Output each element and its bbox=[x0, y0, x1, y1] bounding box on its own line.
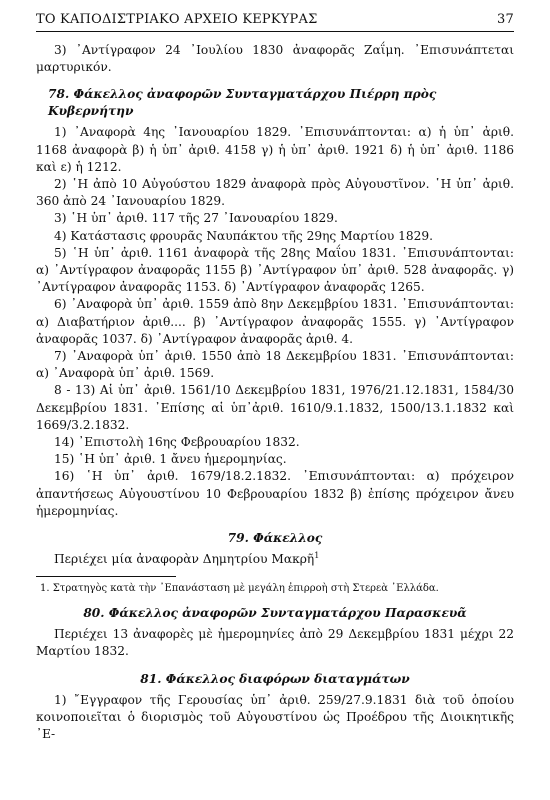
section-78-items bbox=[36, 124, 514, 520]
list-item: 15) ῾Η ὑπ᾽ ἀριθ. 1 ἄνευ ἡμερομηνίας. bbox=[54, 452, 287, 467]
page-number: 37 bbox=[497, 12, 514, 27]
footnote-ref: 1 bbox=[314, 551, 320, 561]
section-79-title: 79. Φάκελλος bbox=[227, 531, 323, 546]
list-item: 4) Κατάστασις φρουρᾶς Ναυπάκτου τῆς 29ης Μαρτίου 1829. bbox=[54, 228, 434, 243]
section-81-title: 81. Φάκελλος διαφόρων διαταγμάτων bbox=[140, 671, 410, 686]
section-79-text bbox=[36, 551, 514, 568]
section-80-title: 80. Φάκελλος ἀναφορῶν Συνταγματάρχου Παρασκευᾶ bbox=[83, 606, 467, 621]
section-80-text: Περιέχει 13 ἀναφορὲς μὲ ἡμερομηνίες ἀπὸ 29 Δεκεμβρίου 1831 μέχρι 22 Μαρτίου 1832. bbox=[36, 627, 514, 659]
footnote: 1. Στρατηγὸς κατὰ τὴν ᾽Επανάσταση μὲ μεγάλη ἐπιρροὴ στὴ Στερεὰ ᾽Ελλάδα. bbox=[40, 583, 439, 595]
list-item: 6) ᾽Αναφορὰ ὑπ᾽ ἀριθ. 1559 ἀπὸ 8ην Δεκεμβρίου 1831. ᾽Επισυνάπτονται: α) Διαβατήριον ἀριθ.... β) ᾽Αντίγραφον ἀναφορᾶς 1555. γ) ᾽Αντίγραφον ἀναφορᾶς 1037. δ) ᾽Αντίγραφον ἀναφορᾶς ἀριθ. 4. bbox=[36, 297, 514, 346]
section-81-text: 1) ῎Εγγραφον τῆς Γερουσίας ὑπ᾽ ἀριθ. 259/27.9.1831 διὰ τοῦ ὁποίου κοινοποιεῖται ὁ διορισμὸς τοῦ Αὐγουστίνου ὡς Προέδρου τῆς Διοικητικῆς ᾽Ε- bbox=[36, 692, 514, 742]
section-79-body: Περιέχει μία ἀναφορὰν Δημητρίου Μακρῆ bbox=[54, 552, 315, 567]
section-78-title: 78. Φάκελλος ἀναφορῶν Συνταγματάρχου Πιέρρη πρὸς Κυβερνήτην bbox=[48, 87, 437, 119]
list-item: 3) ῾Η ὑπ᾽ ἀριθ. 117 τῆς 27 ᾽Ιανουαρίου 1829. bbox=[54, 211, 338, 226]
document-page bbox=[36, 12, 514, 743]
list-item: 7) ᾽Αναφορὰ ὑπ᾽ ἀριθ. 1550 ἀπὸ 18 Δεκεμβρίου 1831. ᾽Επισυνάπτονται: α) ᾽Αναφορὰ ὑπ᾽ ἀριθ. 1569. bbox=[36, 349, 514, 381]
intro-item: 3) ᾽Αντίγραφον 24 ᾽Ιουλίου 1830 ἀναφορᾶς Ζαΐμη. ᾽Επισυνάπτεται μαρτυρικόν. bbox=[36, 43, 514, 75]
list-item: 1) ᾽Αναφορὰ 4ης ᾽Ιανουαρίου 1829. ᾽Επισυνάπτονται: α) ἡ ὑπ᾽ ἀριθ. 1168 ἀναφορὰ β) ἡ ὑπ᾽ ἀριθ. 4158 γ) ἡ ὑπ᾽ ἀριθ. 1921 δ) ἡ ὑπ᾽ ἀριθ. 1186 καὶ ε) ἡ 1212. bbox=[36, 125, 514, 174]
running-header bbox=[36, 12, 514, 27]
footnote-rule bbox=[36, 576, 176, 577]
list-item: 8 - 13) Αἱ ὑπ᾽ ἀριθ. 1561/10 Δεκεμβρίου 1831, 1976/21.12.1831, 1584/30 Δεκεμβρίου 1831. ᾽Επίσης αἱ ὑπ᾽ἀριθ. 1610/9.1.1832, 1500/13.1.1832 καὶ 1669/3.2.1832. bbox=[36, 383, 514, 432]
list-item: 5) ῾Η ὑπ᾽ ἀριθ. 1161 ἀναφορὰ τῆς 28ης Μαΐου 1831. ᾽Επισυνάπτονται: α) ᾽Αντίγραφον ἀναφορᾶς 1155 β) ᾽Αντίγραφον ὑπ᾽ ἀριθ. 528 ἀναφορᾶς. γ) ᾽Αντίγραφον ἀναφορᾶς 1153. δ) ᾽Αντίγραφον ἀναφορᾶς 1265. bbox=[36, 245, 514, 295]
list-item: 2) ῾Η ἀπὸ 10 Αὐγούστου 1829 ἀναφορὰ πρὸς Αὐγουστῖνον. ῾Η ὑπ᾽ ἀριθ. 360 ἀπὸ 24 ᾽Ιανουαρίου 1829. bbox=[36, 177, 514, 209]
list-item: 16) ῾Η ὑπ᾽ ἀριθ. 1679/18.2.1832. ᾽Επισυνάπτονται: α) πρόχειρον ἀπαντήσεως Αὐγουστίνου 10 Φεβρουαρίου 1832 β) ἐπίσης πρόχειρον ἄνευ ἡμερομηνίας. bbox=[36, 469, 514, 518]
list-item: 14) ᾽Επιστολὴ 16ης Φεβρουαρίου 1832. bbox=[54, 435, 300, 450]
running-title: ΤΟ ΚΑΠΟΔΙΣΤΡΙΑΚΟ ΑΡΧΕΙΟ ΚΕΡΚΥΡΑΣ bbox=[36, 12, 318, 27]
header-rule bbox=[36, 31, 514, 32]
